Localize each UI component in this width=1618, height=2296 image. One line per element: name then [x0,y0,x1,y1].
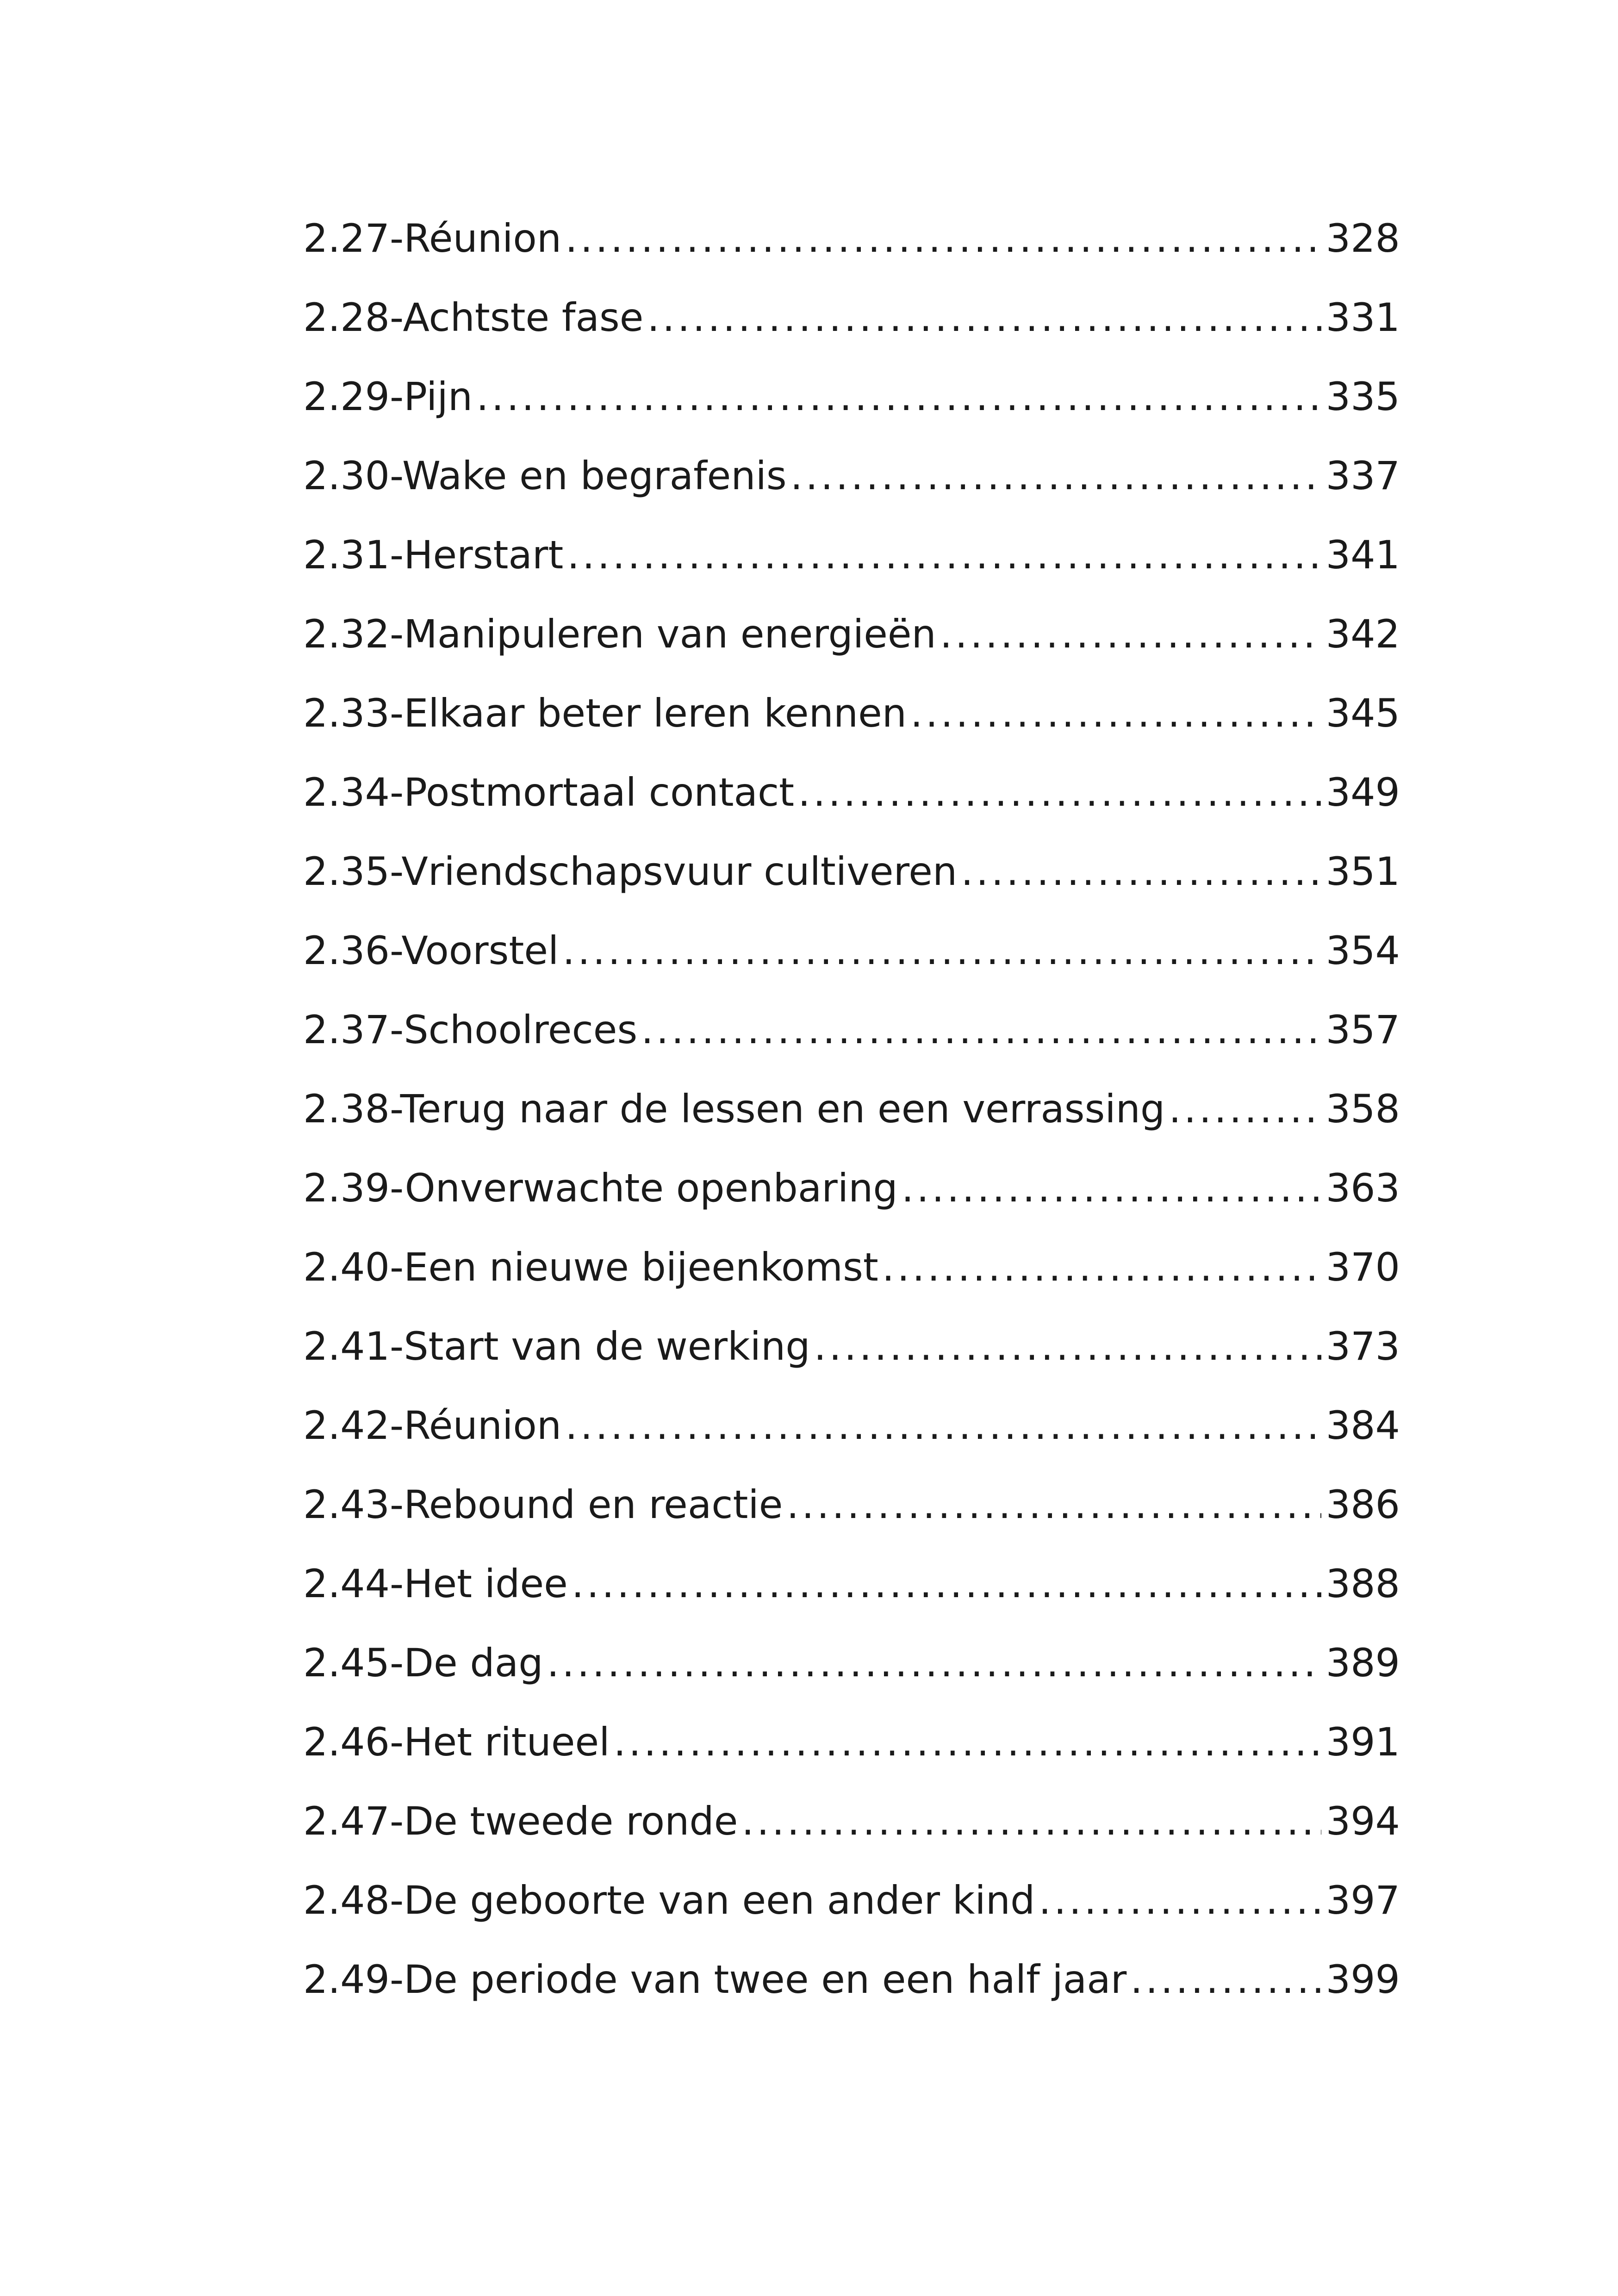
toc-entry-page: 354 [1326,928,1400,973]
toc-entry-page: 391 [1326,1719,1400,1765]
toc-entry[interactable] [303,1163,1400,1242]
toc-dot-leader [647,292,1321,343]
toc-entry[interactable] [303,609,1400,688]
toc-dot-leader [902,1163,1321,1213]
toc-entry-page: 328 [1326,216,1400,261]
toc-entry-page: 384 [1326,1403,1400,1448]
toc-entry-title: 2.29-Pijn [303,374,473,419]
toc-entry[interactable] [303,1717,1400,1796]
toc-entry-page: 399 [1326,1957,1400,2002]
toc-dot-leader [786,1479,1321,1530]
toc-dot-leader [961,846,1321,897]
toc-entry[interactable] [303,1875,1400,1954]
toc-entry[interactable] [303,529,1400,609]
toc-entry-page: 357 [1326,1007,1400,1052]
toc-entry-title: 2.35-Vriendschapsvuur cultiveren [303,849,958,894]
toc-entry[interactable] [303,1083,1400,1163]
toc-entry[interactable] [303,1321,1400,1400]
toc-entry-page: 331 [1326,295,1400,340]
toc-entry[interactable] [303,688,1400,767]
toc-entry-title: 2.47-De tweede ronde [303,1798,738,1844]
toc-dot-leader [940,609,1321,660]
toc-entry-page: 341 [1326,532,1400,578]
toc-entry[interactable] [303,846,1400,925]
toc-entry-title: 2.40-Een nieuwe bijeenkomst [303,1244,878,1290]
toc-entry-title: 2.43-Rebound en reactie [303,1482,783,1527]
toc-entry[interactable] [303,1242,1400,1321]
toc-dot-leader [741,1796,1321,1847]
toc-entry[interactable] [303,371,1400,450]
toc-dot-leader [476,371,1321,422]
toc-entry-title: 2.42-Réunion [303,1403,562,1448]
toc-entry[interactable] [303,1479,1400,1558]
toc-entry-title: 2.30-Wake en begrafenis [303,453,787,498]
toc-entry[interactable] [303,767,1400,846]
toc-entry-title: 2.36-Voorstel [303,928,559,973]
toc-entry-page: 386 [1326,1482,1400,1527]
toc-entry-page: 388 [1326,1561,1400,1606]
toc-entry-title: 2.32-Manipuleren van energieën [303,611,936,657]
toc-dot-leader [547,1637,1321,1688]
toc-dot-leader [798,767,1321,818]
toc-entry-page: 389 [1326,1640,1400,1686]
toc-entry-title: 2.33-Elkaar beter leren kennen [303,691,907,736]
toc-entry-page: 394 [1326,1798,1400,1844]
toc-dot-leader [565,213,1321,264]
toc-entry[interactable] [303,292,1400,371]
toc-entry[interactable] [303,1400,1400,1479]
toc-entry-title: 2.45-De dag [303,1640,543,1686]
toc-entry-title: 2.39-Onverwachte openbaring [303,1165,898,1211]
toc-entry-page: 337 [1326,453,1400,498]
toc-entry[interactable] [303,1954,1400,2033]
toc-entry-page: 345 [1326,691,1400,736]
toc-dot-leader [567,529,1321,580]
toc-entry[interactable] [303,1796,1400,1875]
toc-dot-leader [1039,1875,1321,1926]
toc-dot-leader [572,1558,1321,1609]
toc-entry-page: 363 [1326,1165,1400,1211]
toc-entry-title: 2.49-De periode van twee en een half jaar [303,1957,1127,2002]
toc-dot-leader [1130,1954,1321,2005]
toc-dot-leader [562,925,1321,976]
toc-entry-title: 2.46-Het ritueel [303,1719,610,1765]
toc-entry[interactable] [303,1558,1400,1637]
toc-entry-page: 370 [1326,1244,1400,1290]
toc-entry[interactable] [303,1637,1400,1717]
toc-entry-title: 2.48-De geboorte van een ander kind [303,1878,1035,1923]
toc-entry-page: 335 [1326,374,1400,419]
toc-dot-leader [1169,1083,1321,1134]
toc-entry-title: 2.41-Start van de werking [303,1324,810,1369]
toc-entry-title: 2.38-Terug naar de lessen en een verrassing [303,1086,1165,1132]
toc-entry-page: 351 [1326,849,1400,894]
toc-dot-leader [910,688,1321,739]
toc-entry[interactable] [303,1004,1400,1083]
toc-entry-title: 2.37-Schoolreces [303,1007,638,1052]
toc-entry-title: 2.28-Achtste fase [303,295,644,340]
toc-dot-leader [882,1242,1321,1293]
toc-entry-page: 358 [1326,1086,1400,1132]
toc-dot-leader [790,450,1321,501]
toc-dot-leader [641,1004,1321,1055]
toc-dot-leader [614,1717,1321,1767]
toc-entry-page: 349 [1326,770,1400,815]
toc-entry[interactable] [303,213,1400,292]
toc-entry-page: 342 [1326,611,1400,657]
table-of-contents [303,213,1400,2033]
toc-entry[interactable] [303,925,1400,1004]
toc-entry[interactable] [303,450,1400,529]
toc-entry-page: 373 [1326,1324,1400,1369]
toc-entry-title: 2.44-Het idee [303,1561,568,1606]
toc-entry-page: 397 [1326,1878,1400,1923]
toc-entry-title: 2.34-Postmortaal contact [303,770,795,815]
toc-dot-leader [565,1400,1321,1451]
toc-entry-title: 2.31-Herstart [303,532,564,578]
toc-dot-leader [814,1321,1321,1372]
toc-entry-title: 2.27-Réunion [303,216,562,261]
